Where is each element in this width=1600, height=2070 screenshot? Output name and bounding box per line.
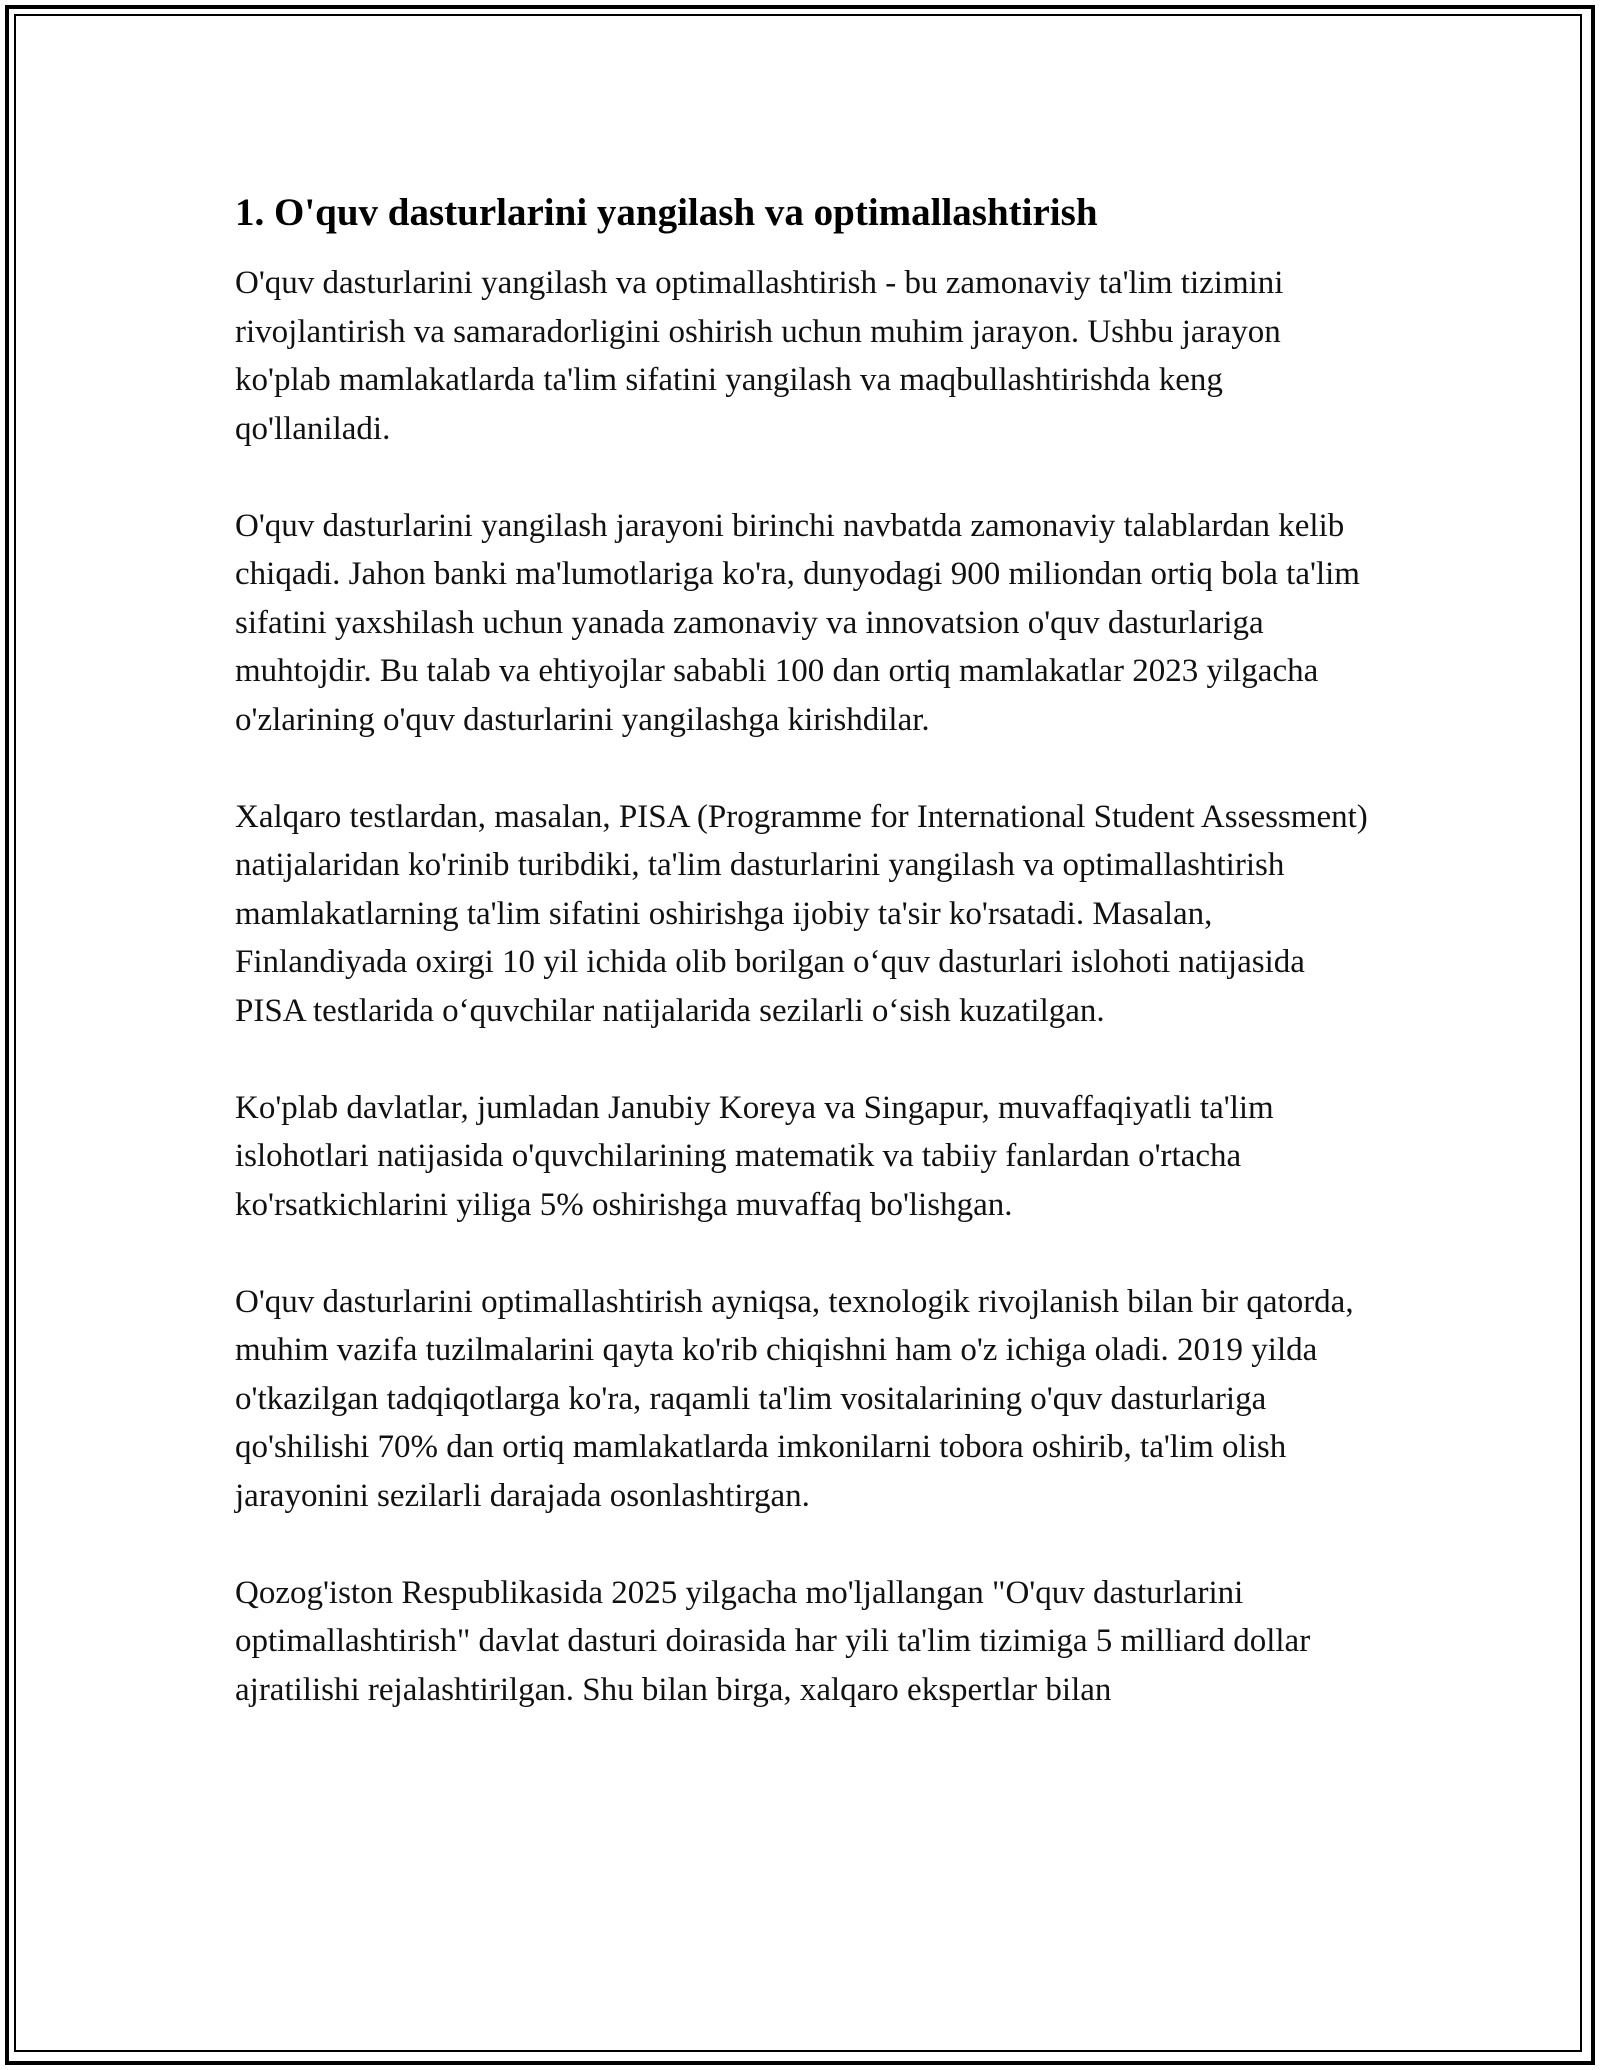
paragraph-6: Qozog'iston Respublikasida 2025 yilgacha mo'ljallangan "O'quv dasturlarini optimallashtirish" davlat dasturi doirasida har yili ta'lim tizimiga 5 milliard dollar ajratilishi rejalashtirilgan. Shu bilan birga, xalqaro ekspertlar bilan: [235, 1574, 1311, 1708]
paragraph-5: O'quv dasturlarini optimallashtirish ayniqsa, texnologik rivojlanish bilan bir qatorda, muhim vazifa tuzilmalarini qayta ko'rib chiqishni ham o'z ichiga oladi. 2019 yilda o'tkazilgan tadqiqotlarga ko'ra, raqamli ta'lim vositalarining o'quv dasturlariga qo'shilishi 70% dan ortiq mamlakatlarda imkonilarni tobora oshirib, ta'lim olish jarayonini sezilarli darajada osonlashtirgan.: [235, 1283, 1354, 1514]
paragraph-3: Xalqaro testlardan, masalan, PISA (Programme for International Student Assessment) natijalaridan ko'rinib turibdiki, ta'lim dasturlarini yangilash va optimallashtirish mamlakatlarning ta'lim sifatini oshirishga ijobiy ta'sir ko'rsatadi. Masalan, Finlandiyada oxirgi 10 yil ichida olib borilgan o‘quv dasturlari islohoti natijasida PISA testlarida o‘quvchilar natijalarida sezilarli o‘sish kuzatilgan.: [235, 798, 1368, 1029]
paragraph-2: O'quv dasturlarini yangilash jarayoni birinchi navbatda zamonaviy talablardan kelib chiqadi. Jahon banki ma'lumotlariga ko'ra, dunyodagi 900 miliondan ortiq bola ta'lim sifatini yaxshilash uchun yanada zamonaviy va innovatsion o'quv dasturlariga muhtojdir. Bu talab va ehtiyojlar sababli 100 dan ortiq mamlakatlar 2023 yilgacha o'zlarining o'quv dasturlarini yangilashga kirishdilar.: [235, 507, 1360, 738]
paragraph-4: Ko'plab davlatlar, jumladan Janubiy Koreya va Singapur, muvaffaqiyatli ta'lim islohotlari natijasida o'quvchilarining matematik va tabiiy fanlardan o'rtacha ko'rsatkichlarini yiliga 5% oshirishga muvaffaq bo'lishgan.: [235, 1089, 1274, 1223]
document-body: [235, 185, 1370, 1763]
paragraph-1: O'quv dasturlarini yangilash va optimallashtirish - bu zamonaviy ta'lim tizimini rivojlantirish va samaradorligini oshirish uchun muhim jarayon. Ushbu jarayon ko'plab mamlakatlarda ta'lim sifatini yangilash va maqbullashtirishda keng qo'llaniladi.: [235, 265, 1284, 447]
section-heading: 1. O'quv dasturlarini yangilash va optimallashtirish: [235, 191, 1098, 234]
